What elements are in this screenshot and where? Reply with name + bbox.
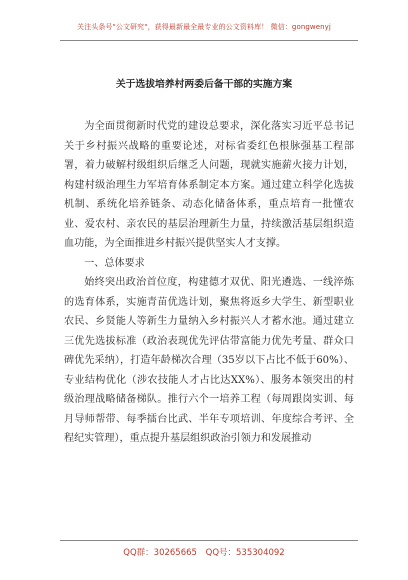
document-body bbox=[64, 117, 354, 449]
header-divider bbox=[60, 40, 358, 41]
header-promo-note: 关注头条号"公文研究"，获得最新最全最专业的公文资料库！ 微信：gongwenyj bbox=[77, 23, 331, 31]
document-title: 关于选拔培养村两委后备干部的实施方案 bbox=[115, 79, 293, 90]
footer-contact-note: QQ群：30265665 QQ号：535304092 bbox=[123, 548, 285, 558]
requirements-paragraph: 始终突出政治首位度，构建德才双优、阳光遴选、一线淬炼的选育体系，实施青苗优选计划，聚焦将返乡大学生、新型职业农民、乡贤能人等新生力量纳入乡村振兴人才蓄水池。通过建立三优先选拔标准（政治表现优先评估带富能力优先考量、群众口碑优先采纳），打造年龄梯次合理（35岁以下占比不低于60%）、专业结构优化（涉农技能人才占比达XX%）、服务本领突出的村级治理战略储备梯队。推行六个一培养工程（每周跟岗实训、每月导师帮带、每季擂台比武、半年专项培训、年度综合考评、全程纪实管理），重点提升基层组织政治引领力和发展推动 bbox=[64, 277, 354, 444]
section-heading-overall-requirements: 一、总体要求 bbox=[84, 257, 145, 269]
intro-paragraph: 为全面贯彻新时代党的建设总要求，深化落实习近平总书记关于乡村振兴战略的重要论述，对标省委红色根脉强基工程部署，着力破解村级组织后继乏人问题，现就实施薪火接力计划，构建村级治理生力军培育体系制定本方案。通过建立科学化选拔机制、系统化培养链条、动态化储备体系，重点培育一批懂农业、爱农村、亲农民的基层治理新生力量，持续激活基层组织造血功能，为全面推进乡村振兴提供坚实人才支撑。 bbox=[64, 121, 354, 249]
footer-divider bbox=[60, 540, 358, 541]
